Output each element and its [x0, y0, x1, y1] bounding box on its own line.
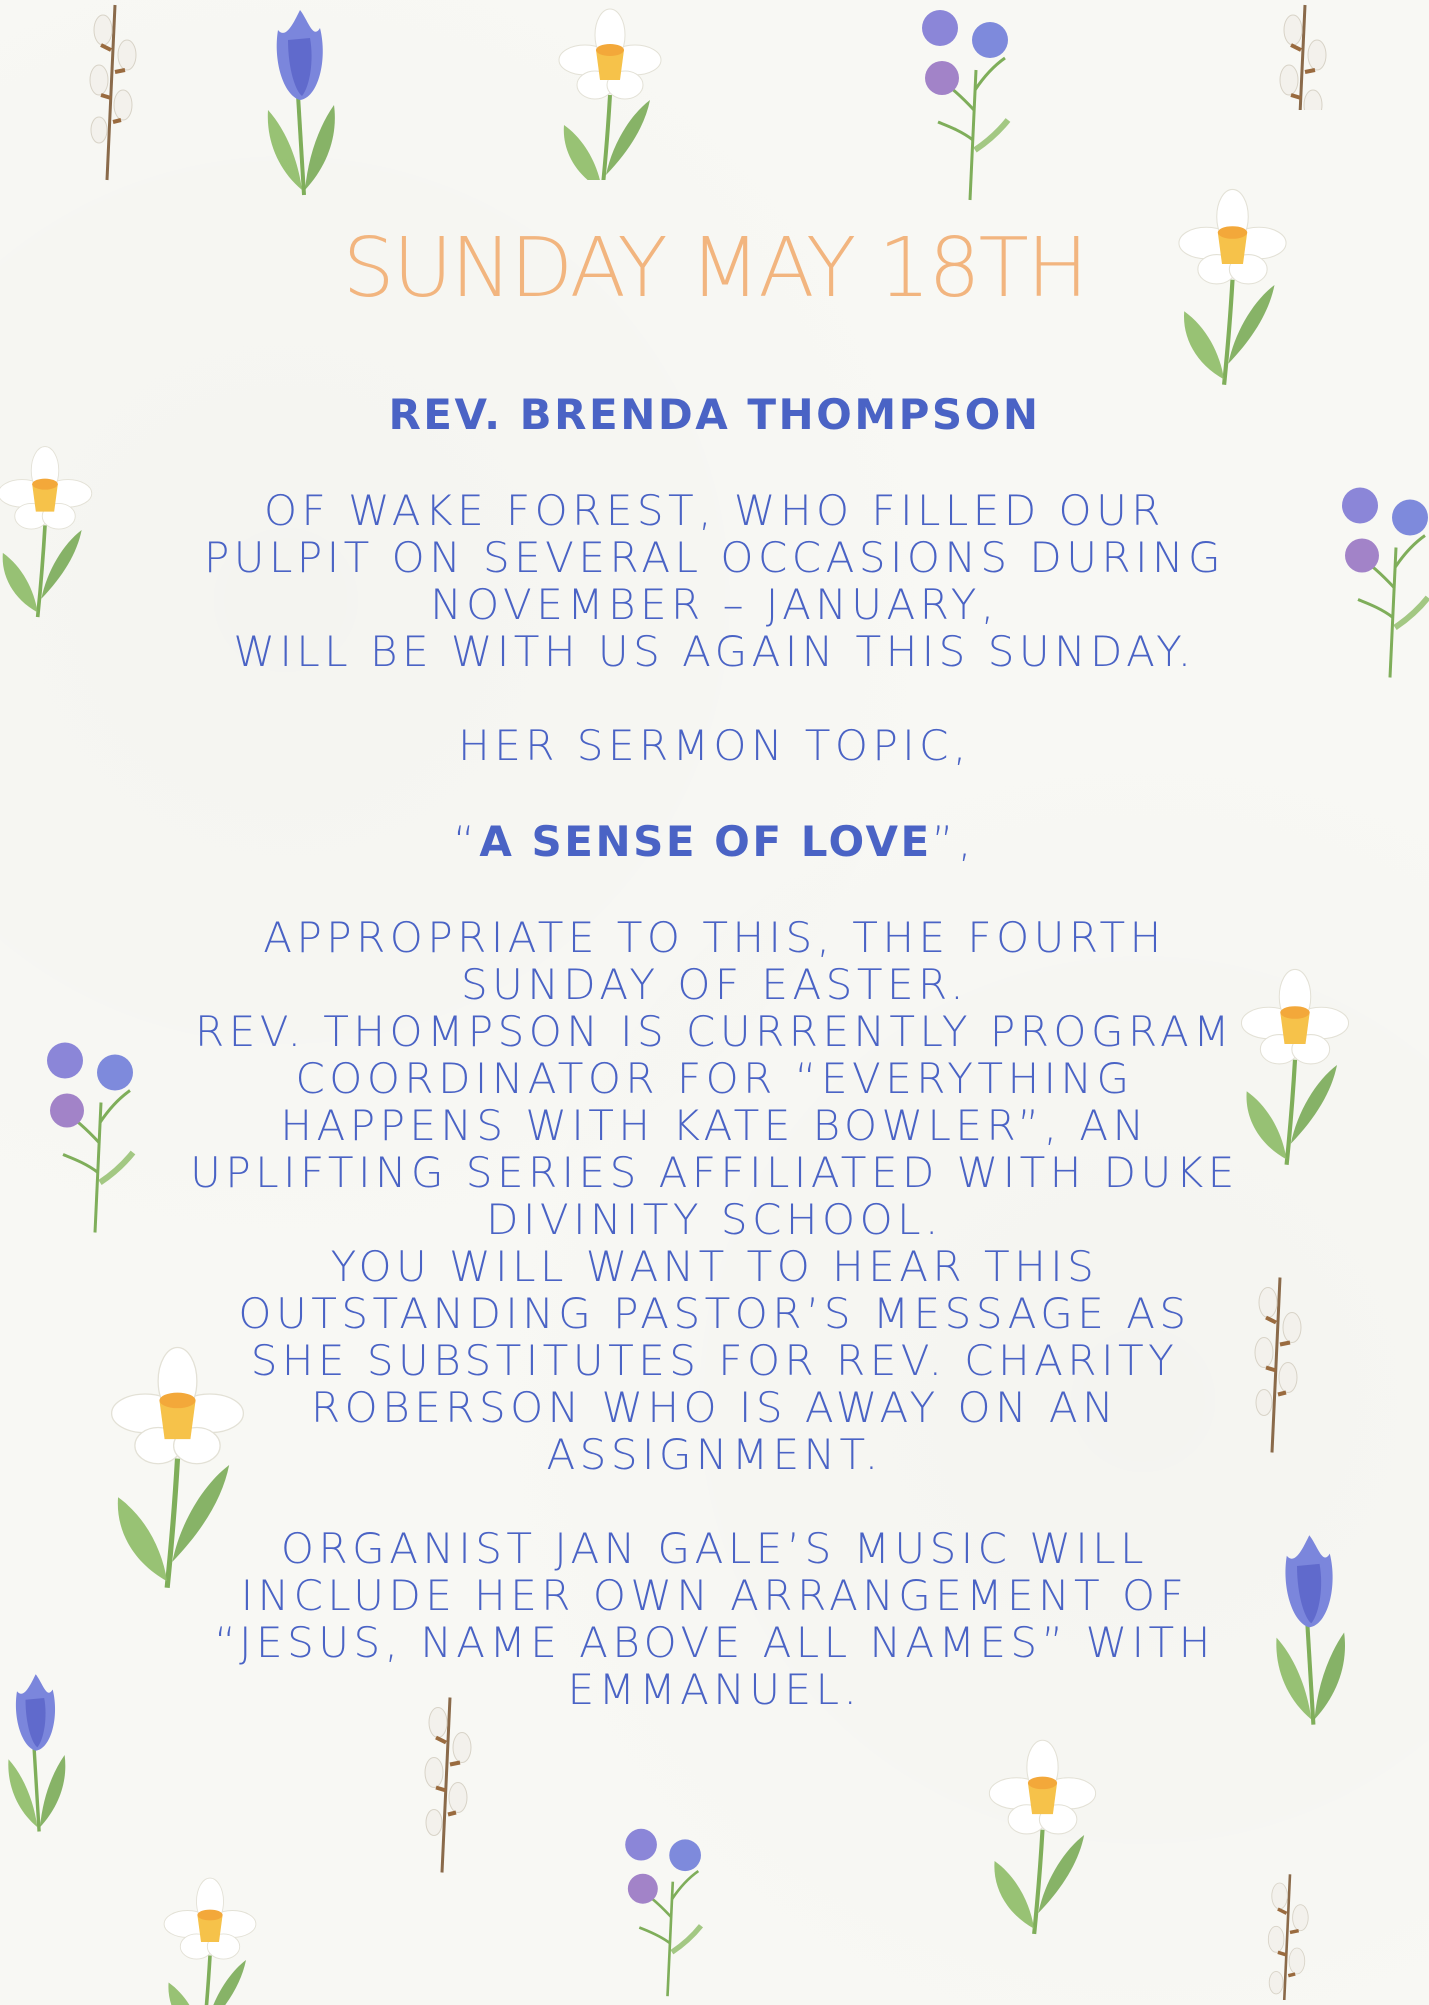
details-line: ROBERSON WHO IS AWAY ON AN [311, 1383, 1118, 1432]
intro-line: PULPIT ON SEVERAL OCCASIONS DURING [203, 533, 1226, 582]
details-line: SUNDAY OF EASTER. [460, 960, 969, 1009]
details-line: APPROPRIATE TO THIS, THE FOURTH [263, 913, 1166, 962]
open-quote: “ [453, 817, 480, 866]
intro-line: OF WAKE FOREST, WHO FILLED OUR [264, 486, 1165, 535]
details-line: SHE SUBSTITUTES FOR REV. CHARITY [250, 1336, 1179, 1385]
intro-line: WILL BE WITH US AGAIN THIS SUNDAY. [233, 627, 1196, 676]
page-title: SUNDAY MAY 18TH [342, 221, 1087, 316]
details-line: YOU WILL WANT TO HEAR THIS [330, 1242, 1099, 1291]
music-line: “JESUS, NAME ABOVE ALL NAMES” WITH [214, 1618, 1215, 1667]
details-line: COORDINATOR FOR “EVERYTHING [295, 1054, 1134, 1103]
speaker-name: REV. BRENDA THOMPSON [388, 390, 1041, 439]
music-line: INCLUDE HER OWN ARRANGEMENT OF [240, 1571, 1189, 1620]
announcement-body [130, 391, 1299, 1713]
details-line: OUTSTANDING PASTOR’S MESSAGE AS [238, 1289, 1191, 1338]
details-line: REV. THOMPSON IS CURRENTLY PROGRAM [195, 1007, 1234, 1056]
sermon-topic-line [130, 818, 1299, 865]
sermon-intro: HER SERMON TOPIC, [458, 721, 971, 770]
details-line: ASSIGNMENT. [546, 1430, 883, 1479]
music-line: EMMANUEL. [567, 1665, 862, 1714]
details-line: UPLIFTING SERIES AFFILIATED WITH DUKE [190, 1148, 1239, 1197]
details-line: HAPPENS WITH KATE BOWLER”, AN [280, 1101, 1149, 1150]
close-quote: ”, [931, 817, 976, 866]
sermon-topic: A SENSE OF LOVE [479, 817, 932, 866]
intro-line: NOVEMBER – JANUARY, [430, 580, 999, 629]
music-line: ORGANIST JAN GALE’S MUSIC WILL [280, 1524, 1149, 1573]
details-line: DIVINITY SCHOOL. [486, 1195, 943, 1244]
